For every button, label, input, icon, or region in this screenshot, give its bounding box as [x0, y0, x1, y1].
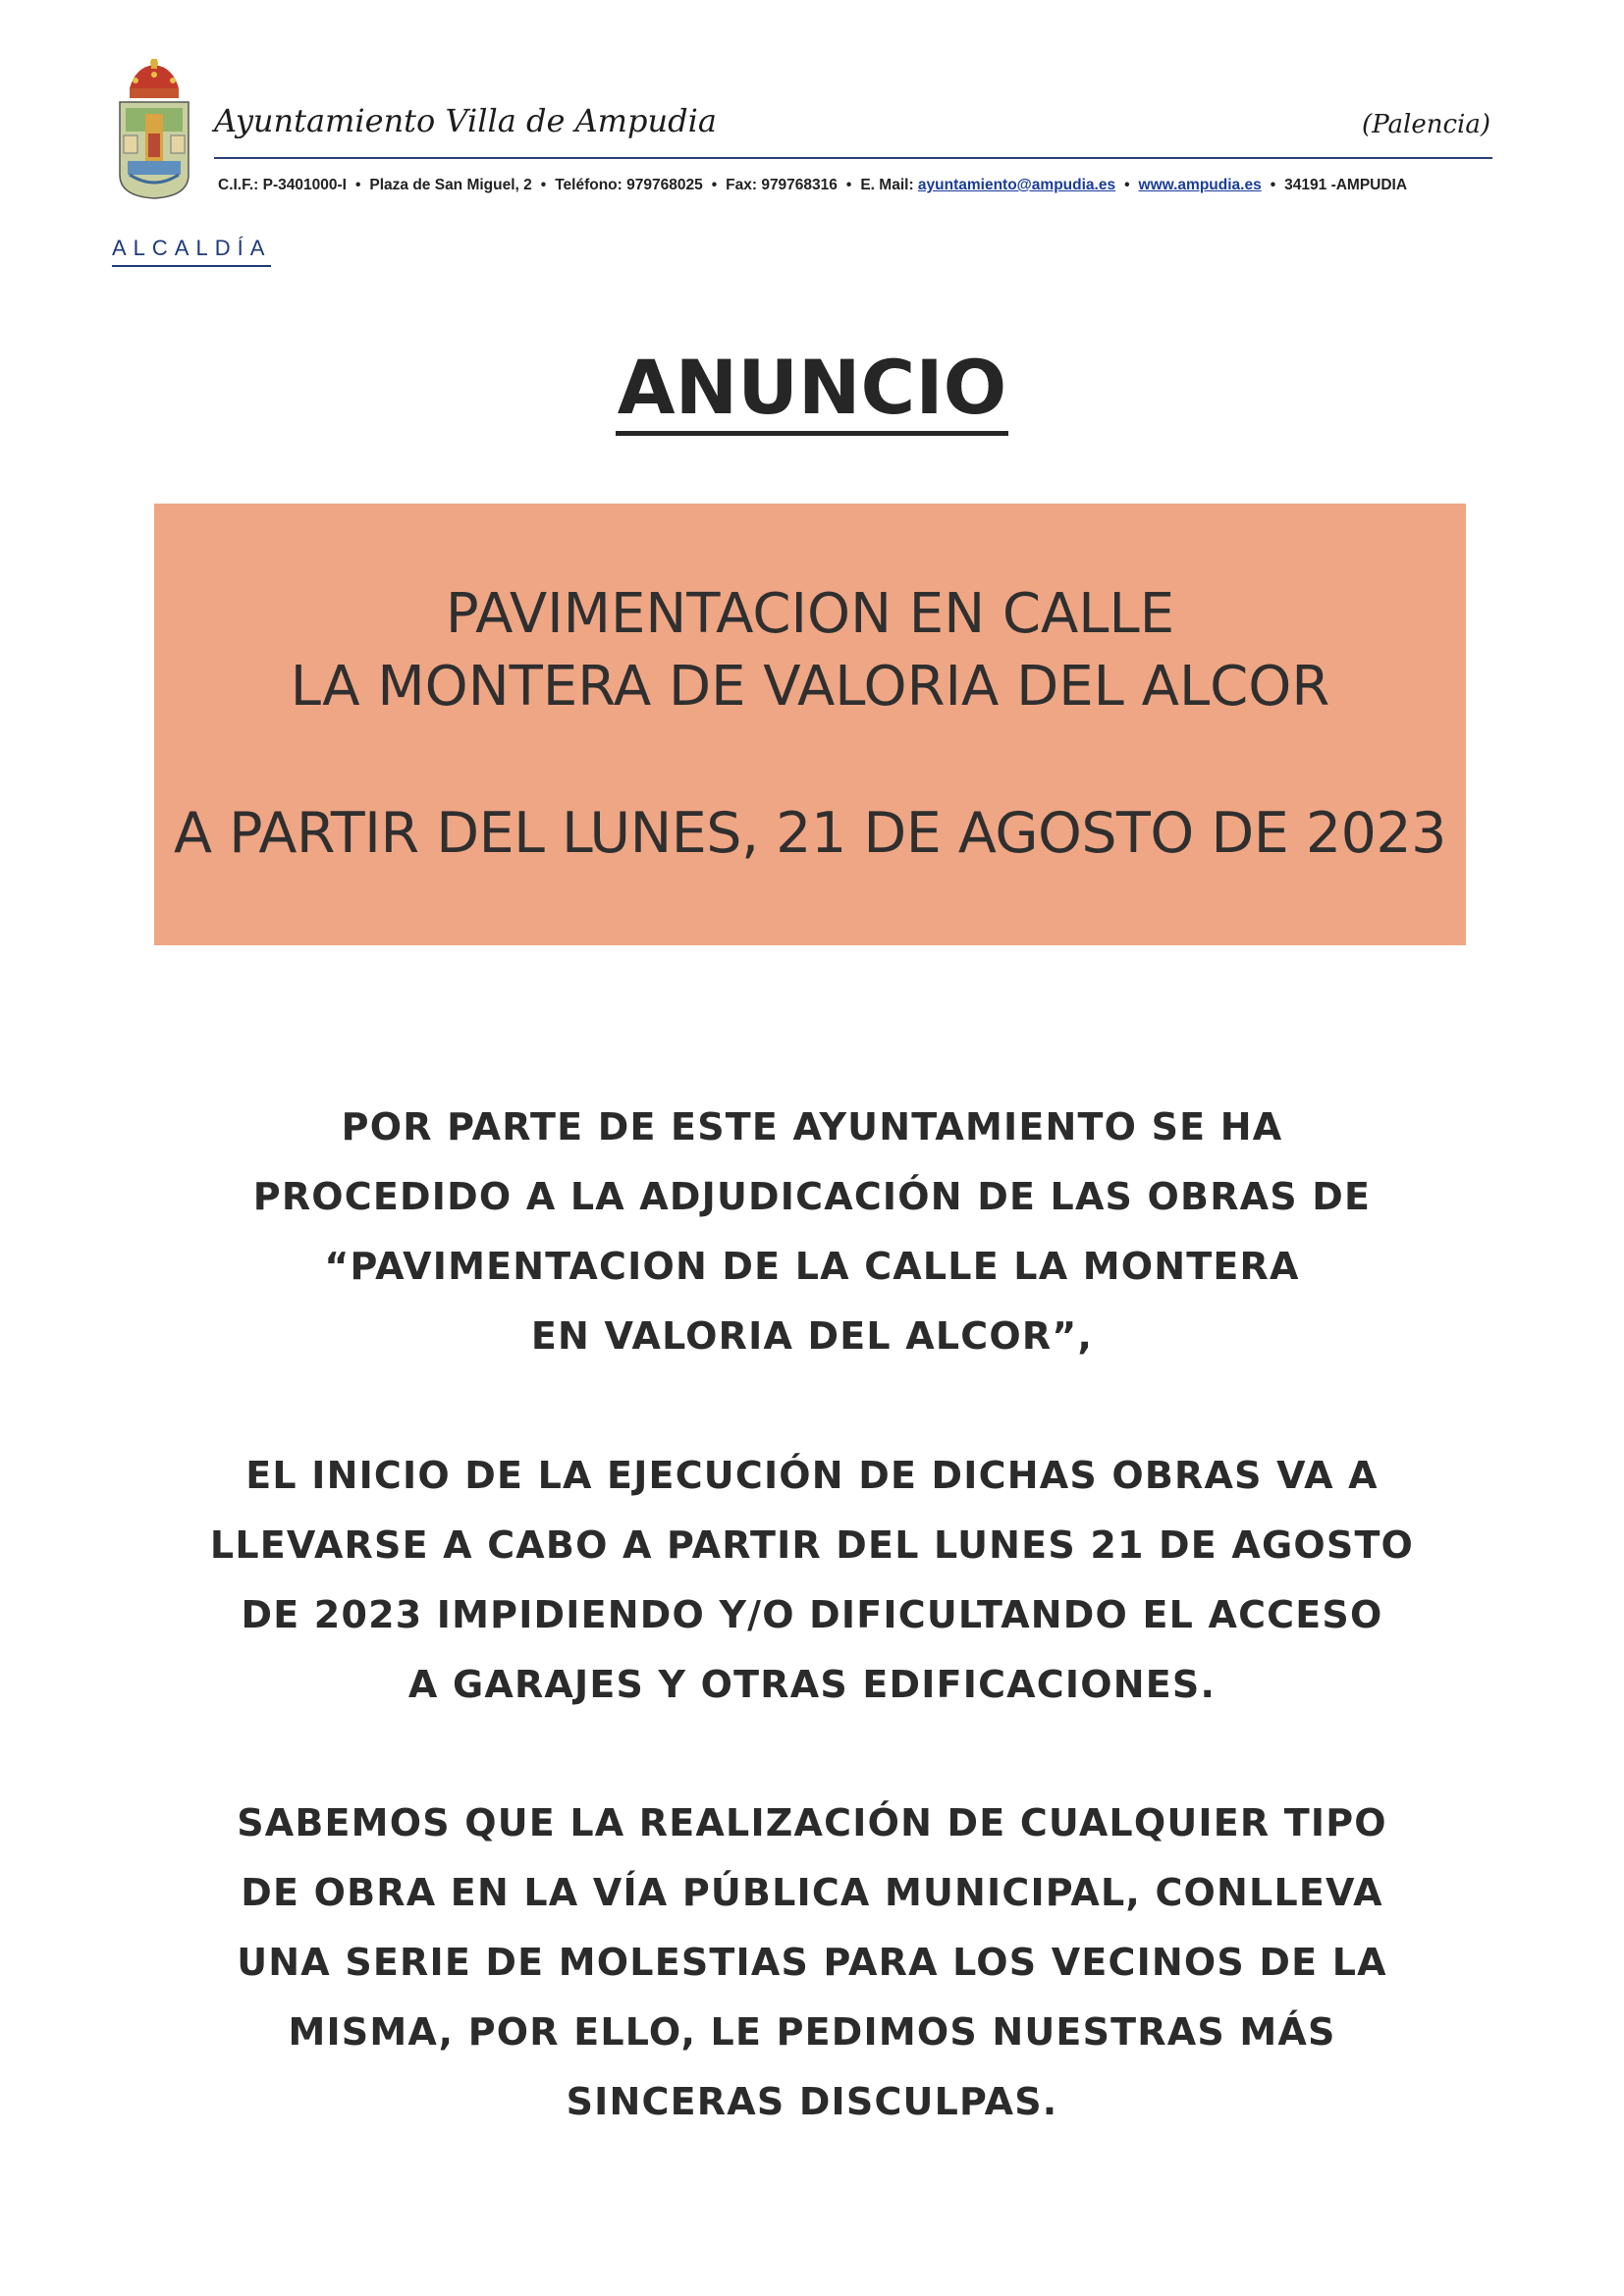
paragraph-line: SINCERAS DISCULPAS. — [566, 2080, 1058, 2123]
cif-text: C.I.F.: P-3401000-I — [218, 177, 347, 193]
paragraph-line: EL INICIO DE LA EJECUCIÓN DE DICHAS OBRAS VA A — [245, 1454, 1379, 1497]
department-label: ALCALDÍA — [112, 236, 271, 267]
banner-line-2: LA MONTERA DE VALORIA DEL ALCOR — [290, 655, 1330, 719]
paragraph-line: EN VALORIA DEL ALCOR”, — [530, 1314, 1094, 1358]
notice-heading — [0, 344, 1624, 431]
bullet-separator: • — [1124, 177, 1130, 193]
bullet-separator: • — [1270, 177, 1276, 193]
paragraph-line: MISMA, POR ELLO, LE PEDIMOS NUESTRAS MÁS — [288, 2010, 1336, 2054]
banner-line-1: PAVIMENTACION EN CALLE — [445, 582, 1175, 646]
banner-date-line: A PARTIR DEL LUNES, 21 DE AGOSTO DE 2023 — [174, 801, 1446, 866]
fax-text: Fax: 979768316 — [726, 177, 838, 193]
header-divider — [214, 157, 1492, 159]
paragraph-line: UNA SERIE DE MOLESTIAS PARA LOS VECINOS DE LA — [237, 1941, 1387, 1984]
bullet-separator: • — [540, 177, 547, 193]
paragraph-start-date — [137, 1441, 1487, 1720]
contact-info — [218, 177, 1494, 194]
province-label: (Palencia) — [1362, 110, 1490, 139]
municipality-title: Ayuntamiento Villa de Ampudia — [214, 102, 717, 139]
paragraph-award — [137, 1093, 1487, 1371]
paragraph-line: LLEVARSE A CABO A PARTIR DEL LUNES 21 DE AGOSTO — [209, 1523, 1415, 1567]
paragraph-line: DE 2023 IMPIDIENDO Y/O DIFICULTANDO EL ACCESO — [241, 1593, 1383, 1636]
bullet-separator: • — [845, 177, 852, 193]
bullet-separator: • — [354, 177, 361, 193]
coat-of-arms-icon — [116, 59, 192, 200]
address-text: Plaza de San Miguel, 2 — [369, 177, 532, 193]
paragraph-line: PROCEDIDO A LA ADJUDICACIÓN DE LAS OBRAS DE — [252, 1175, 1372, 1218]
notice-heading-text: ANUNCIO — [616, 344, 1008, 436]
paragraph-line: POR PARTE DE ESTE AYUNTAMIENTO SE HA — [341, 1105, 1283, 1148]
paragraph-line: DE OBRA EN LA VÍA PÚBLICA MUNICIPAL, CONLLEVA — [241, 1871, 1383, 1914]
paragraph-apology — [137, 1789, 1487, 2137]
postal-text: 34191 -AMPUDIA — [1284, 177, 1408, 193]
email-link[interactable]: ayuntamiento@ampudia.es — [917, 177, 1116, 193]
phone-text: Teléfono: 979768025 — [555, 177, 703, 193]
notice-banner — [154, 504, 1466, 945]
bullet-separator: • — [711, 177, 718, 193]
paragraph-line: SABEMOS QUE LA REALIZACIÓN DE CUALQUIER TIPO — [237, 1801, 1387, 1844]
website-link[interactable]: www.ampudia.es — [1138, 177, 1262, 193]
email-label: E. Mail: — [860, 177, 914, 193]
paragraph-line: “PAVIMENTACION DE LA CALLE LA MONTERA — [324, 1245, 1300, 1288]
paragraph-line: A GARAJES Y OTRAS EDIFICACIONES. — [407, 1663, 1217, 1706]
